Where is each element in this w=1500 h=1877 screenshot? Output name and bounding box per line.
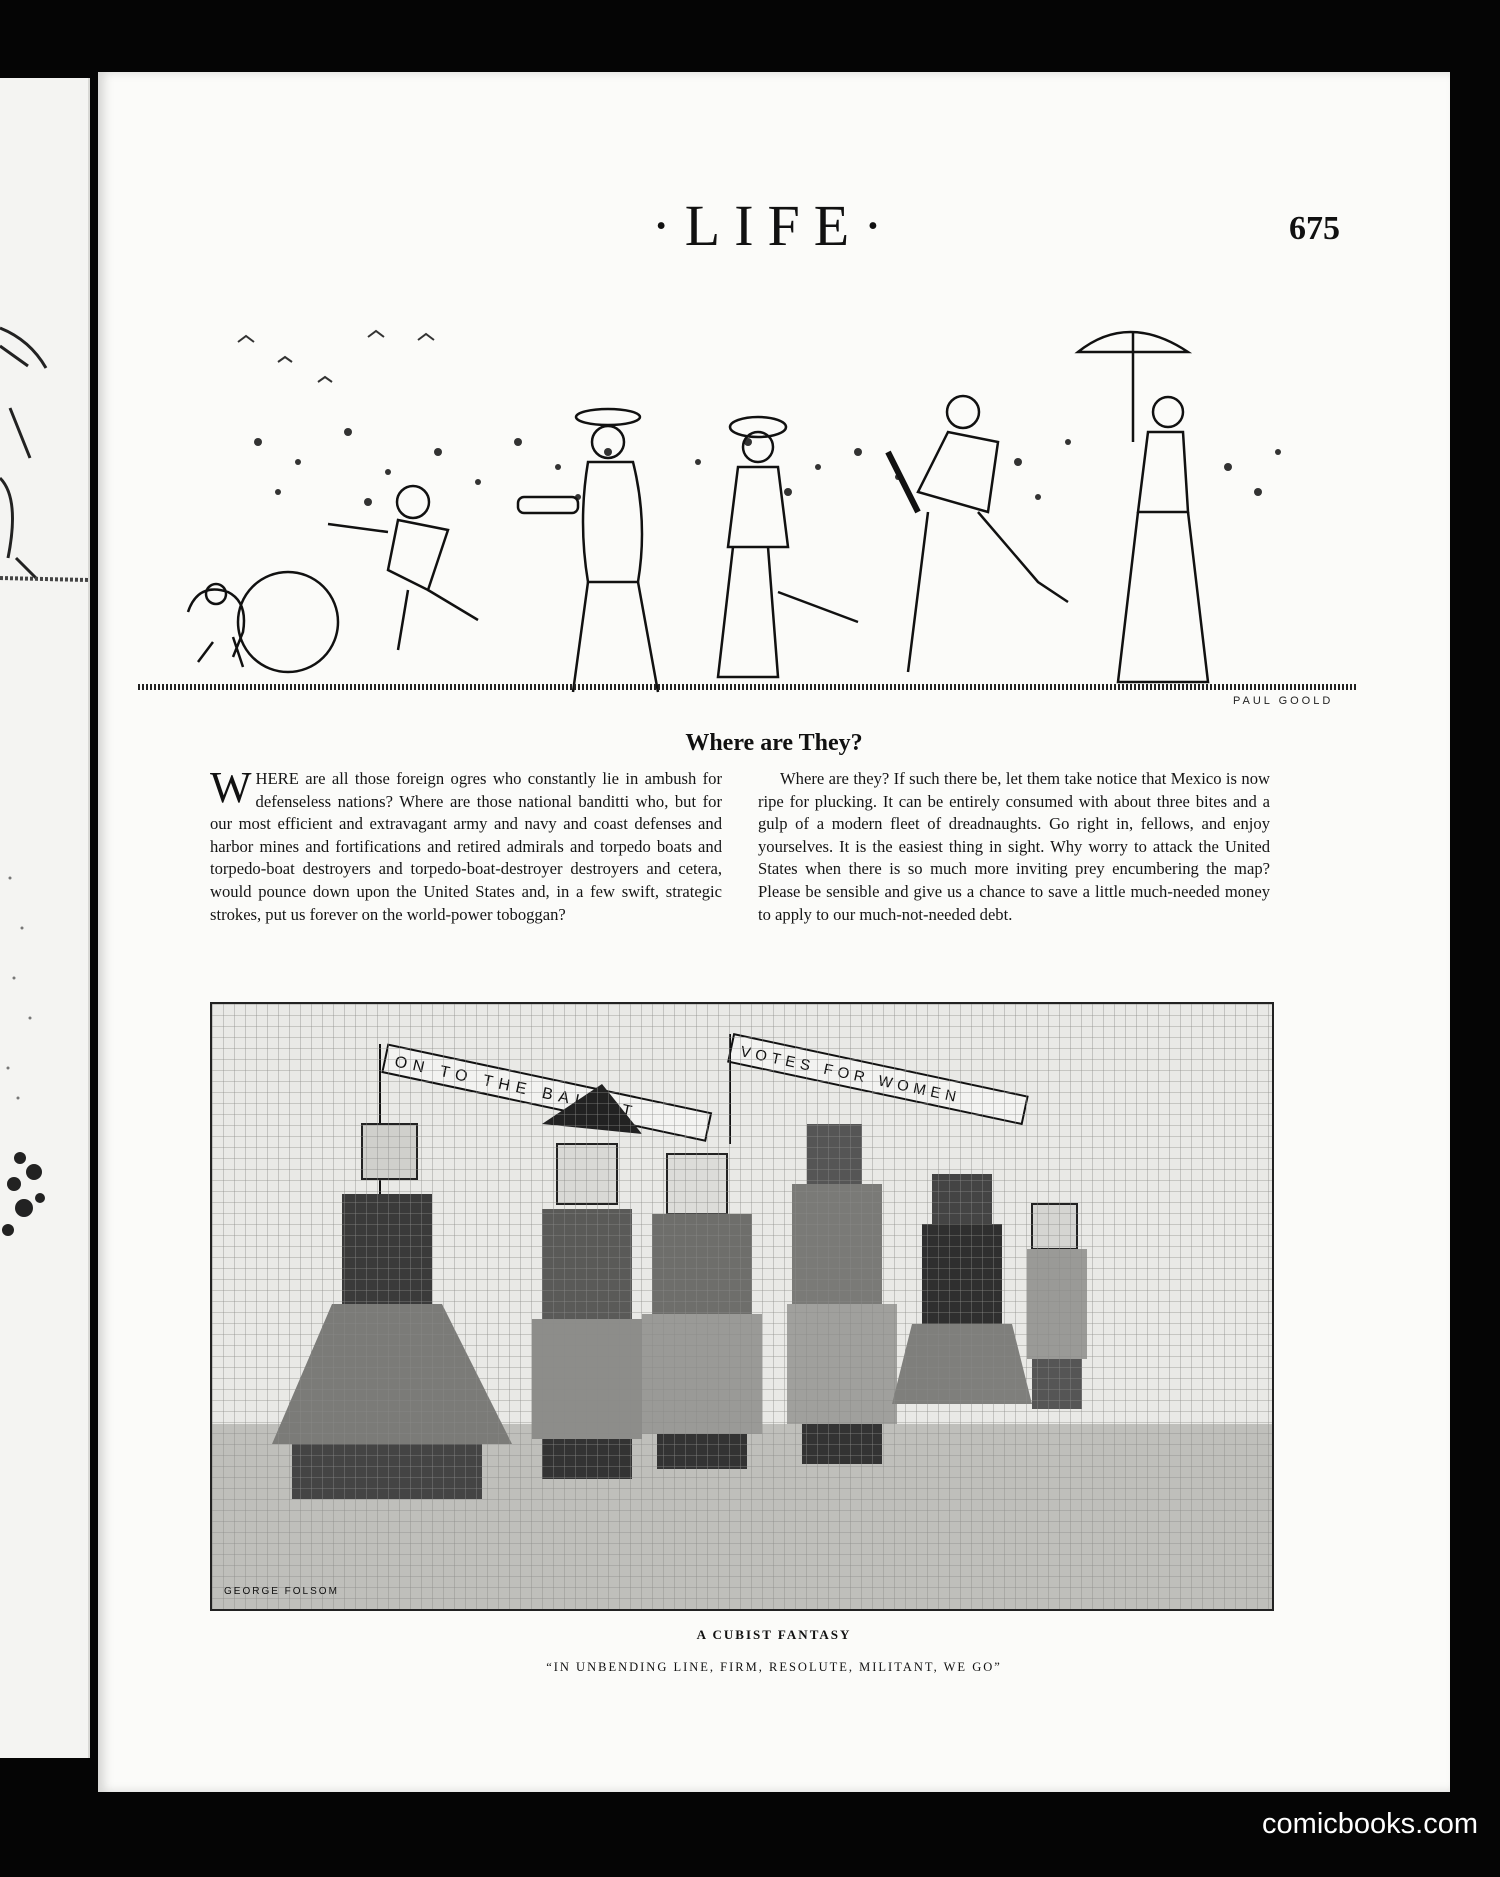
cubist-cartoon xyxy=(210,1002,1274,1611)
woman-in-hat xyxy=(718,417,858,677)
cubist-cartoon-drawing xyxy=(212,1004,1272,1609)
article-left-text: HERE are all those foreign ogres who constantly lie in ambush for defenseless nations? Where are those national banditti who, but for our most efficient and extravagant army and navy and coast defenses and harbor mines and fortifications and retired admirals and torpedo boats and torpedo-boat destroyers and torpedo-boat-destroyer destroyers and cetera, would pounce down upon the United States and, in a few swift, strategic strokes, put us forever on the world-power toboggan? xyxy=(210,769,722,924)
birds xyxy=(238,331,434,382)
page-number: 675 xyxy=(1289,210,1340,247)
article-right-column: Where are they? If such there be, let them take notice that Mexico is now ripe for plucking. It can be entirely consumed with about three bites and a gulp of a modern fleet of dreadnaughts. Go right in, fellows, and enjoy yourselves. It is the easiest thing in sight. Why worry to attack the United States when there is so much more inviting prey encumbering the map? Please be sensible and give us a chance to save a little much-needed money to apply to our much-not-needed debt. xyxy=(758,769,1270,924)
header-illustration xyxy=(138,292,1358,712)
article-dropcap: W xyxy=(210,763,252,812)
cartoon-caption: A CUBIST FANTASY xyxy=(696,1627,852,1642)
dog-with-hoop xyxy=(188,572,338,672)
left-page-edge xyxy=(0,78,90,1758)
article-left-column xyxy=(210,763,722,926)
man-with-tray xyxy=(518,409,658,692)
cartoon-signature: GEORGE FOLSOM xyxy=(224,1586,339,1597)
header-illustration-signature: PAUL GOOLD xyxy=(1233,695,1334,707)
magazine-page xyxy=(98,72,1450,1792)
article-title: Where are They? xyxy=(685,730,863,756)
girl-with-stick xyxy=(328,486,478,650)
woman-with-umbrella xyxy=(1078,332,1208,682)
cartoon-quote: “IN UNBENDING LINE, FIRM, RESOLUTE, MILITANT, WE GO” xyxy=(546,1660,1002,1674)
baseball-player xyxy=(888,396,1068,672)
masthead: ·LIFE· xyxy=(651,193,897,258)
left-page-illustration-fragments xyxy=(0,78,88,1758)
site-watermark: comicbooks.com xyxy=(1262,1808,1478,1840)
